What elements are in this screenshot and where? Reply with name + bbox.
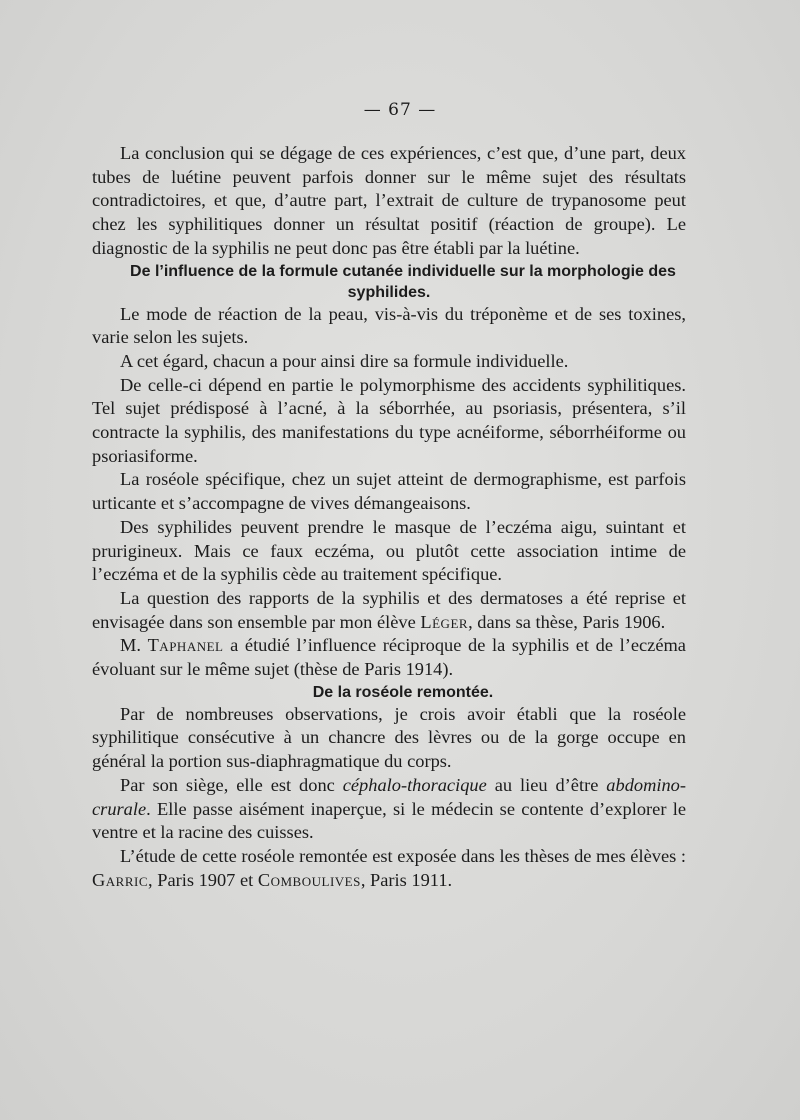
paragraph-leger: [92, 587, 686, 634]
author-name-comboulives: Comboulives: [257, 869, 361, 890]
author-name-garric: Garric: [92, 869, 149, 890]
author-name-taphanel: Taphanel: [147, 635, 224, 656]
paragraph-theses: [92, 845, 686, 892]
paragraph-taphanel: [92, 634, 686, 681]
text-run: au lieu d’être: [486, 774, 607, 795]
paragraph-roseole-specifique: La roséole spécifique, chez un sujet atteint de dermographisme, est parfois urticante et s’accompagne de vives démangeaisons.: [92, 469, 686, 514]
section-heading-roseole-remontee: De la roséole remontée.: [312, 683, 494, 701]
paragraph-conclusion: La conclusion qui se dégage de ces expériences, c’est que, d’une part, deux tubes de luétine peuvent parfois donner sur le même sujet des résultats contradictoires, et que, d’autre part, l’extrait de culture de trypanosome peut chez les syphilitiques donner un résultat positif (réaction de groupe). Le diagnostic de la syphilis ne peut donc pas être établi par la luétine.: [92, 143, 686, 258]
paragraph-polymorphisme: De celle-ci dépend en partie le polymorphisme des accidents syphilitiques. Tel sujet prédisposé à l’acné, à la séborrhée, au psoriasis, présentera, s’il contracte la syphilis, des manifestations du type acnéiforme, séborrhéiforme ou psoriasiforme.: [92, 374, 686, 466]
text-run: Par son siège, elle est donc: [120, 774, 343, 795]
text-run: , Paris 1907 et: [148, 869, 258, 890]
paragraph-observations: Par de nombreuses observations, je crois avoir établi que la roséole syphilitique consécutive à un chancre des lèvres ou de la gorge occupe en général la portion sus-diaphragmatique du corps.: [92, 703, 686, 772]
paragraph-eczema: Des syphilides peuvent prendre le masque de l’eczéma aigu, suintant et prurigineux. Mais ce faux eczéma, ou plutôt cette association intime de l’eczéma et de la syphilis cède au traitement spécifique.: [92, 516, 686, 585]
paragraph-mode-reaction: Le mode de réaction de la peau, vis-à-vis du tréponème et de ses toxines, varie selon les sujets.: [92, 303, 686, 348]
paragraph-siege: [92, 774, 686, 845]
text-run: M.: [120, 635, 148, 656]
body-text: [92, 142, 686, 892]
page-number: — 67 —: [363, 100, 437, 120]
text-run: La question des rapports de la syphilis et des dermatoses a été reprise et envisagée dans son ensemble par mon élève: [92, 587, 686, 632]
text-run: a étudié l’influence réciproque de la syphilis et de l’eczéma évoluant sur le même sujet (thèse de Paris 1914).: [92, 635, 686, 680]
section-heading-formule-cutanee: De l’influence de la formule cutanée individuelle sur la morphologie des syphilides.: [130, 262, 676, 301]
text-run: . Elle passe aisément inaperçue, si le médecin se contente d’explorer le ventre et la racine des cuisses.: [92, 798, 686, 843]
term-abdomino-crurale: abdomino-crurale: [92, 774, 686, 819]
text-run: , dans sa thèse, Paris 1906.: [468, 611, 666, 632]
text-run: L’étude de cette roséole remontée est exposée dans les thèses de mes élèves :: [120, 845, 686, 866]
paragraph-formule-individuelle: A cet égard, chacun a pour ainsi dire sa formule individuelle.: [120, 350, 569, 371]
author-name-leger: Léger: [420, 611, 469, 632]
text-run: , Paris 1911.: [360, 869, 453, 890]
term-cephalo-thoracique: céphalo-thoracique: [342, 774, 487, 795]
